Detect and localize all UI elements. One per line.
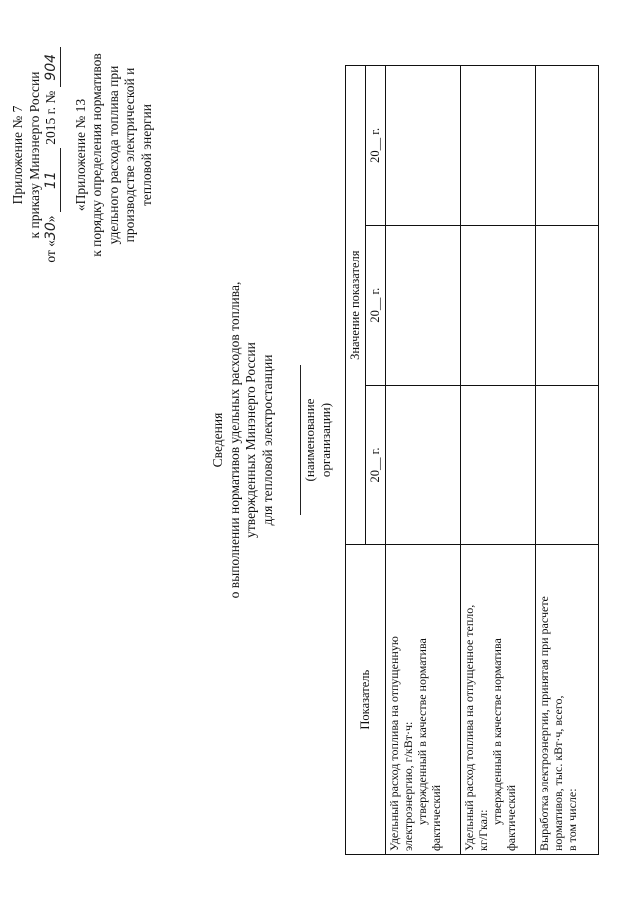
table-row [386,66,461,855]
appendix-title: Приложение № 7 [10,105,25,205]
indicator-text: Удельный расход топлива на отпущенную [387,636,401,851]
value-cell[interactable] [461,385,536,545]
appendix-13-title: «Приложение № 13 [72,98,88,212]
value-cell[interactable] [536,66,599,226]
table-header-row [346,66,366,855]
indicator-subitem: утвержденный в качестве норматива [415,638,429,825]
date-prefix: от « [43,240,58,263]
table-row [461,66,536,855]
appendix-header [10,5,155,305]
value-cell[interactable] [536,225,599,385]
handwritten-day: 30 [43,222,59,241]
title-line: утвержденных Минэнерго России [243,342,258,538]
indicator-text: электроэнергию, г/кВт·ч: [401,721,415,851]
appendix-date-line [43,5,61,305]
title-line: для тепловой электростанции [259,354,275,526]
indicator-text: Удельный расход топлива на отпущенное тепло, [462,604,476,851]
indicator-subitem: утвержденный в качестве норматива [490,638,504,825]
table-row [536,66,599,855]
date-separator: » [43,215,58,223]
date-year: 2015 г. № [43,90,58,145]
appendix-order-line: к приказу Минэнерго России [26,71,42,239]
appendix-13-line: тепловой энергии [138,104,154,206]
indicator-text: нормативов, тыс. кВт·ч, всего, [551,695,565,851]
indicator-text: Выработка электроэнергии, принятая при расчете [537,596,551,851]
handwritten-month: 11 [43,148,61,212]
column-header-values: Значение показателя [346,66,366,545]
indicator-subitem: фактический [504,784,518,851]
value-cell[interactable] [461,225,536,385]
column-header-year: 20__ г. [366,225,386,385]
column-header-year: 20__ г. [366,66,386,226]
appendix-13-line: производстве электрической и [122,67,137,243]
value-cell[interactable] [536,385,599,545]
value-cell[interactable] [386,66,461,226]
document-title [210,225,276,655]
column-header-indicator: Показатель [346,545,386,855]
appendix-13-line: к порядку определения нормативов [89,53,104,257]
indicator-text: в том числе: [565,788,579,851]
title-line: о выполнении нормативов удельных расходов топлива, [226,281,242,599]
appendix-13-line: удельного расхода топлива при [105,65,121,245]
indicator-cell [386,545,461,855]
indicator-cell [461,545,536,855]
indicator-cell [536,545,599,855]
indicator-text: кг/Гкал: [476,809,490,851]
title-heading: Сведения [210,412,225,468]
organization-name-caption: (наименование организации) [300,365,334,515]
value-cell[interactable] [386,225,461,385]
column-header-year: 20__ г. [366,385,386,545]
indicator-subitem: фактический [429,784,443,851]
indicators-table [345,65,599,855]
value-cell[interactable] [461,66,536,226]
handwritten-order-number: 904 [43,47,61,87]
value-cell[interactable] [386,385,461,545]
